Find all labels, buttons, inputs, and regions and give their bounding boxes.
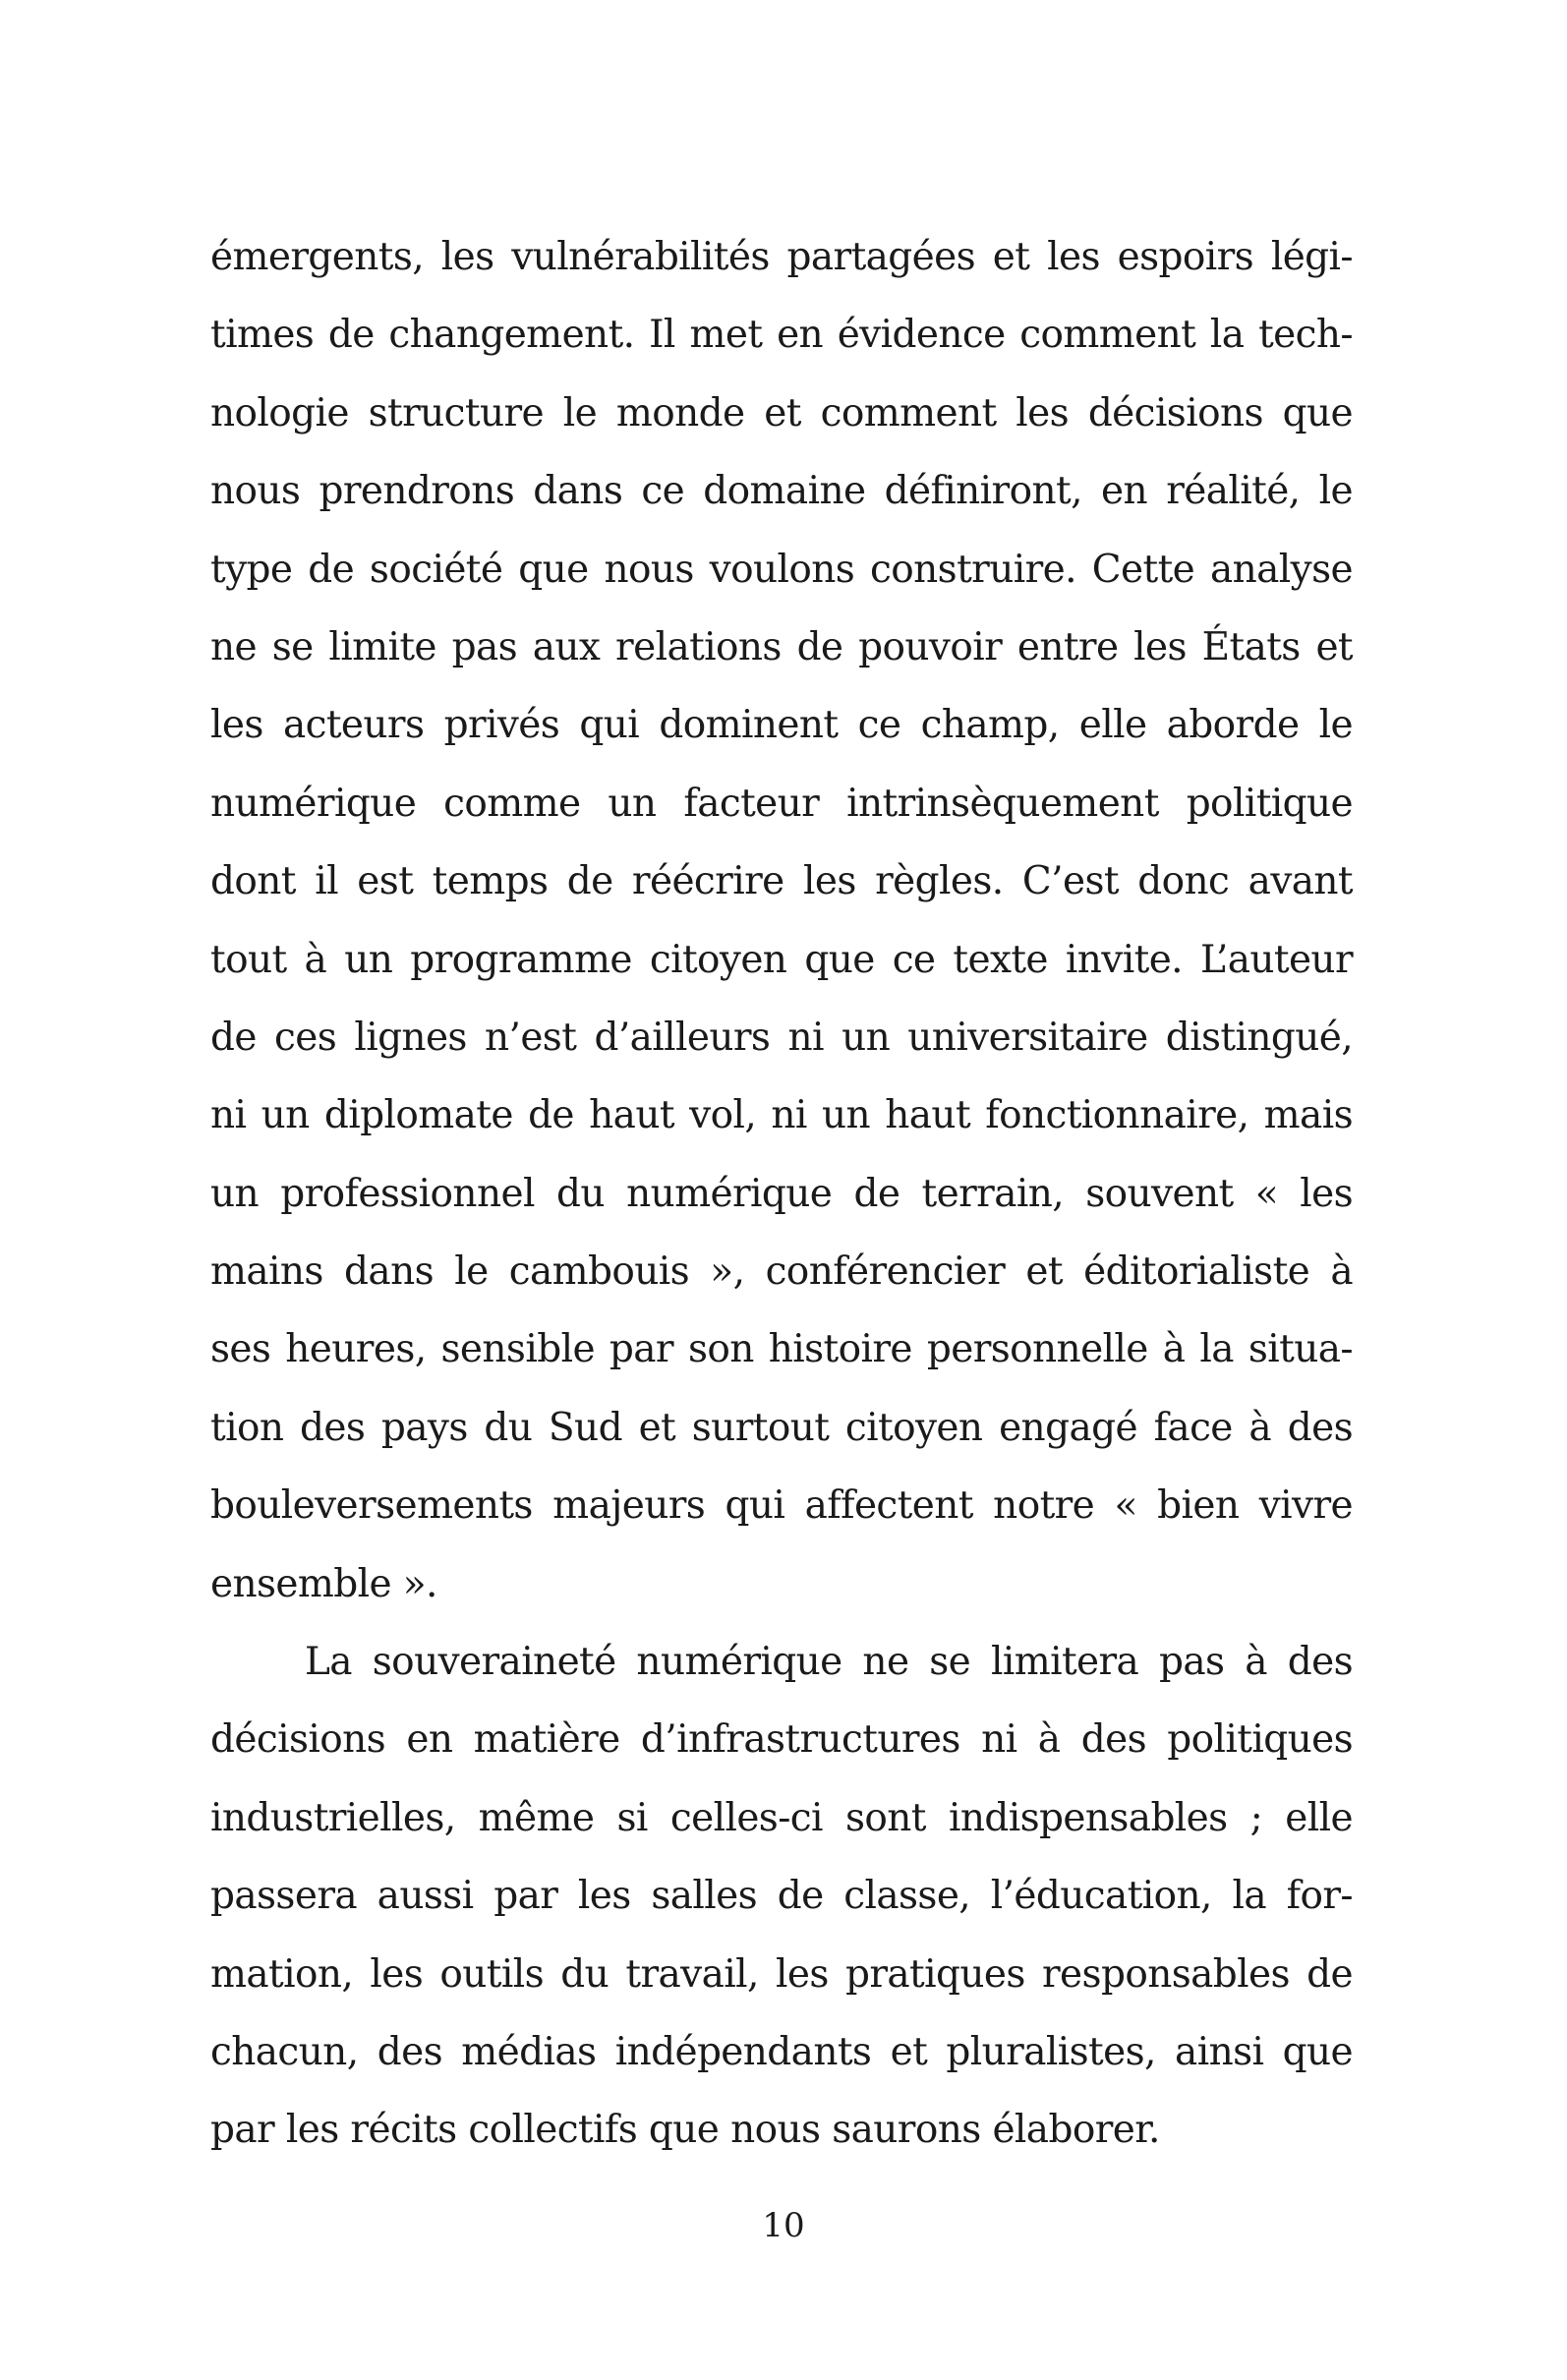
text-line: les acteurs privés qui dominent ce champ, elle aborde le bbox=[210, 703, 1353, 748]
text-line: numérique comme un facteur intrinsèquement politique bbox=[210, 781, 1353, 826]
page-number: 10 bbox=[762, 2206, 805, 2245]
text-line: émergents, les vulnérabilités partagées et les espoirs légi- bbox=[210, 235, 1353, 279]
text-line: dont il est temps de réécrire les règles. C’est donc avant bbox=[210, 859, 1353, 904]
text-line: nous prendrons dans ce domaine définiront, en réalité, le bbox=[210, 469, 1353, 514]
paragraph-1 bbox=[210, 218, 1353, 1623]
text-line: mation, les outils du travail, les pratiques responsables de bbox=[210, 1951, 1353, 1997]
paragraph-2 bbox=[210, 1623, 1353, 2170]
text-line: passera aussi par les salles de classe, l’éducation, la for- bbox=[210, 1874, 1353, 1919]
text-line: décisions en matière d’infrastructures ni à des politiques bbox=[210, 1717, 1353, 1763]
text-line: tout à un programme citoyen que ce texte invite. L’auteur bbox=[210, 937, 1353, 982]
text-line: bouleversements majeurs qui affectent notre « bien vivre bbox=[210, 1483, 1353, 1529]
text-line: mains dans le cambouis », conférencier et éditorialiste à bbox=[210, 1249, 1353, 1295]
text-line: de ces lignes n’est d’ailleurs ni un universitaire distingué, bbox=[210, 1015, 1353, 1060]
text-line: nologie structure le monde et comment les décisions que bbox=[210, 390, 1353, 435]
text-line: ne se limite pas aux relations de pouvoir entre les États et bbox=[210, 624, 1353, 669]
text-line: ses heures, sensible par son histoire personnelle à la situa- bbox=[210, 1327, 1353, 1372]
text-line: ensemble ». bbox=[210, 1561, 437, 1606]
text-line: times de changement. Il met en évidence comment la tech- bbox=[210, 313, 1353, 358]
text-line: par les récits collectifs que nous saurons élaborer. bbox=[210, 2108, 1160, 2153]
text-line: industrielles, même si celles-ci sont indispensables ; elle bbox=[210, 1795, 1353, 1840]
body-text bbox=[210, 218, 1353, 2170]
text-line: chacun, des médias indépendants et pluralistes, ainsi que bbox=[210, 2029, 1353, 2074]
text-line: type de société que nous voulons construire. Cette analyse bbox=[210, 547, 1353, 592]
text-line: ni un diplomate de haut vol, ni un haut fonctionnaire, mais bbox=[210, 1093, 1353, 1138]
text-line: La souveraineté numérique ne se limitera pas à des bbox=[305, 1640, 1353, 1685]
text-line: tion des pays du Sud et surtout citoyen engagé face à des bbox=[210, 1405, 1353, 1450]
text-line: un professionnel du numérique de terrain, souvent « les bbox=[210, 1171, 1353, 1216]
